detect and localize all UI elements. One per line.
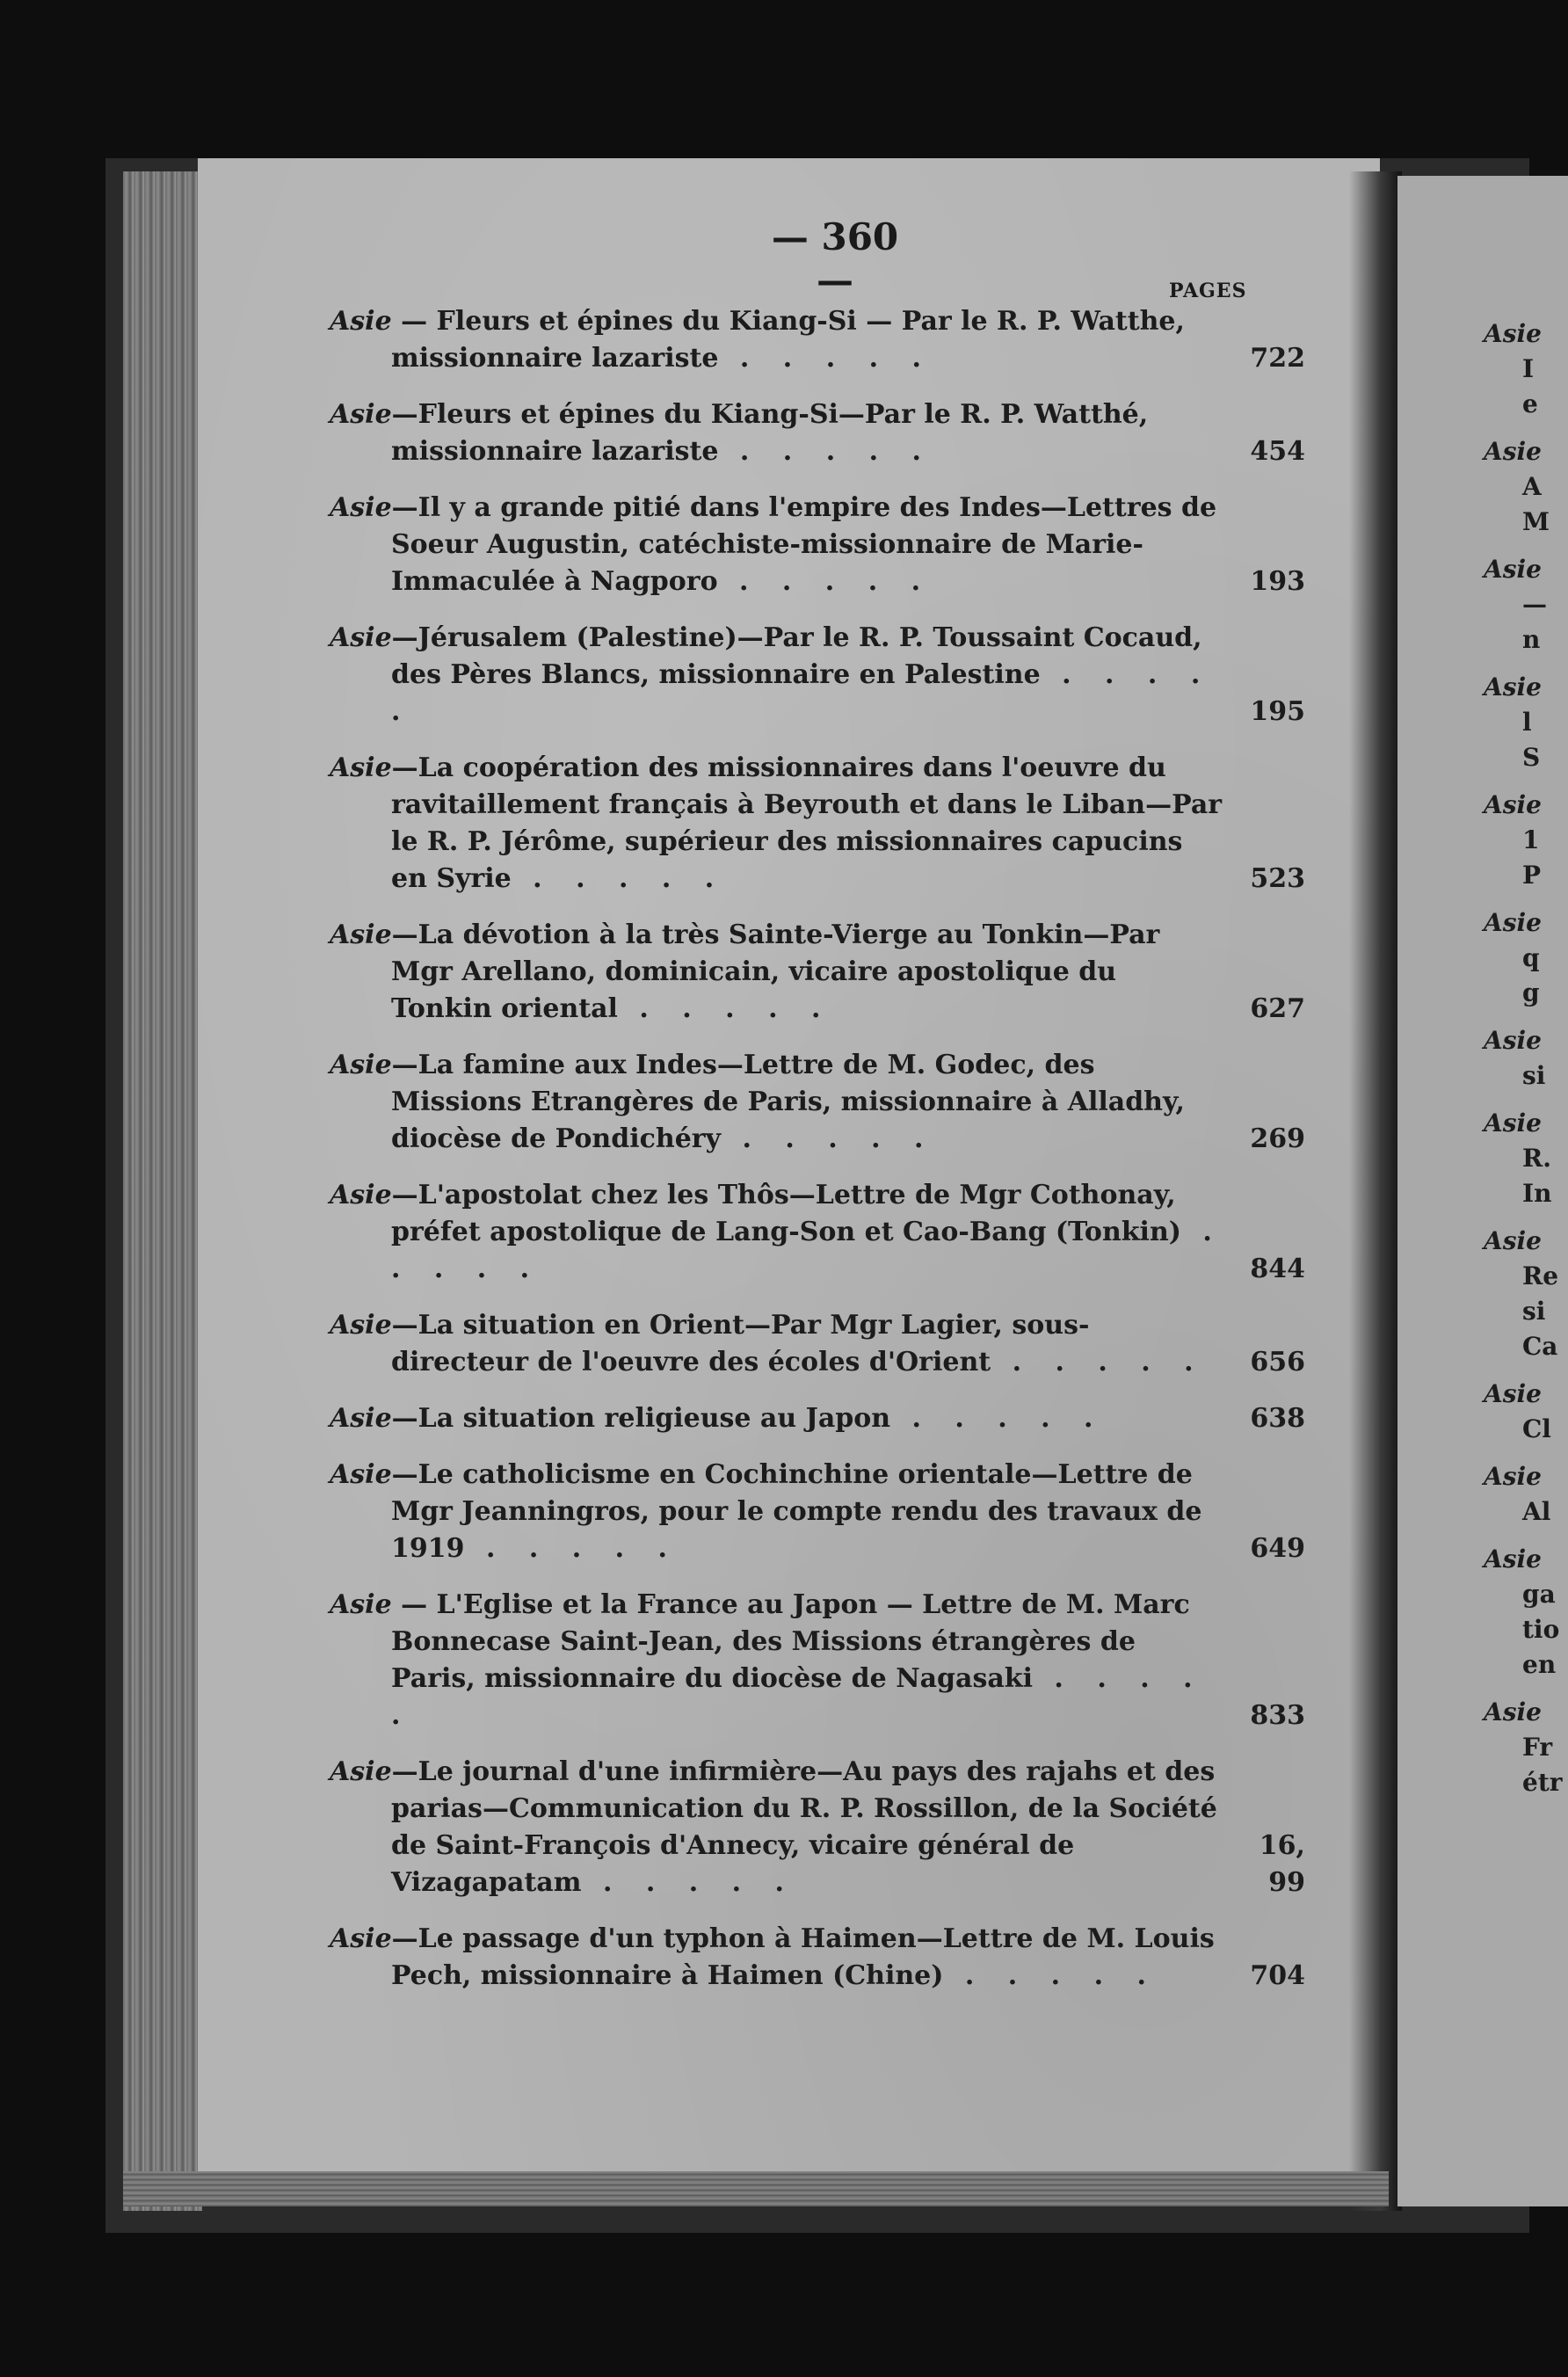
- fragment-line: Al: [1522, 1497, 1551, 1526]
- right-page-fragment: [1484, 1377, 1568, 1447]
- index-entry: [330, 1307, 1305, 1381]
- fragment-label: Asie: [1484, 1545, 1542, 1574]
- entry-title: —Le journal d'une infirmière—Au pays des rajahs et des parias—Communication du R. P. Rossillon, de la Société de Saint-François d'Annecy, vicaire général de Vizagapatam: [391, 1756, 1217, 1898]
- entry-title: —Le catholicisme en Cochinchine orientale—Lettre de Mgr Jeanningros, pour le compte rendu des travaux de 1919: [391, 1459, 1202, 1564]
- index-entry: [330, 1754, 1305, 1901]
- fragment-line: Ca: [1522, 1332, 1558, 1361]
- entry-region-label: Asie: [330, 622, 392, 653]
- right-page-fragment: [1484, 670, 1568, 775]
- fragment-label: Asie: [1484, 790, 1542, 819]
- index-entry: [330, 490, 1305, 600]
- leader-dots: . . . . .: [391, 659, 1213, 727]
- index-entry: [330, 620, 1305, 731]
- fragment-label: Asie: [1484, 1226, 1542, 1255]
- fragment-line: S: [1522, 743, 1541, 772]
- entry-page-number: 649: [1250, 1533, 1305, 1564]
- entry-title: —Il y a grande pitié dans l'empire des Indes—Lettres de Soeur Augustin, catéchiste-missionnaire de Marie-Immaculée à Nagporo: [391, 492, 1217, 597]
- fragment-label: Asie: [1484, 1462, 1542, 1491]
- right-page-fragment: [1484, 1106, 1568, 1211]
- fragment-line: g: [1522, 978, 1540, 1007]
- entry-region-label: Asie: [330, 399, 392, 430]
- entry-region-label: Asie: [330, 920, 392, 950]
- leader-dots: . . . . .: [617, 993, 833, 1024]
- leader-dots: . . . . .: [890, 1403, 1106, 1434]
- entry-title: — Fleurs et épines du Kiang-Si — Par le R. P. Watthe, missionnaire lazariste: [391, 306, 1185, 374]
- entry-title: —La situation religieuse au Japon: [391, 1403, 891, 1434]
- index-entry: [330, 1177, 1305, 1288]
- leader-dots: . . . . .: [511, 863, 727, 894]
- index-entry-list: [330, 303, 1305, 2014]
- right-page-fragment: [1484, 1224, 1568, 1364]
- entry-page-number: 704: [1250, 1960, 1305, 1991]
- fragment-line: —: [1522, 590, 1547, 619]
- entry-page-number: 269: [1250, 1123, 1305, 1154]
- fragment-line: si: [1522, 1061, 1546, 1090]
- fragment-label: Asie: [1484, 1109, 1542, 1138]
- entry-region-label: Asie: [330, 1180, 392, 1210]
- right-page-fragments: [1484, 316, 1568, 1813]
- entry-title: — L'Eglise et la France au Japon — Lettre de M. Marc Bonnecase Saint-Jean, des Missions étrangères de Paris, missionnaire du diocèse de Nagasaki: [391, 1589, 1190, 1694]
- fragment-line: M: [1522, 507, 1550, 536]
- entry-page-number: 16, 99: [1259, 1830, 1305, 1898]
- fragment-line: ga: [1522, 1580, 1556, 1609]
- book-gutter: [1349, 171, 1402, 2211]
- index-entry: [330, 917, 1305, 1028]
- fragment-label: Asie: [1484, 437, 1542, 466]
- page-edges: [123, 171, 202, 2211]
- fragment-line: A: [1522, 472, 1542, 501]
- fragment-line: si: [1522, 1297, 1546, 1326]
- fragment-label: Asie: [1484, 555, 1542, 584]
- entry-page-number: 627: [1250, 993, 1305, 1024]
- leader-dots: . . . . .: [718, 436, 933, 467]
- leader-dots: . . . . .: [717, 566, 933, 597]
- right-page-fragment: [1484, 788, 1568, 893]
- entry-page-number: 523: [1250, 863, 1305, 894]
- right-page-fragment: [1484, 1695, 1568, 1800]
- entry-title: —L'apostolat chez les Thôs—Lettre de Mgr Cothonay, préfet apostolique de Lang-Son et Cao-Bang (Tonkin): [391, 1180, 1181, 1247]
- entry-page-number: 638: [1250, 1403, 1305, 1434]
- right-page-fragment: [1484, 905, 1568, 1011]
- page-bottom-edge: [123, 2171, 1389, 2206]
- entry-page-number: 833: [1250, 1700, 1305, 1731]
- fragment-line: q: [1522, 943, 1540, 972]
- fragment-line: 1: [1522, 825, 1540, 854]
- right-page-fragment: [1484, 1023, 1568, 1094]
- entry-region-label: Asie: [330, 1403, 392, 1434]
- entry-region-label: Asie: [330, 1756, 392, 1787]
- entry-title: —La famine aux Indes—Lettre de M. Godec, des Missions Etrangères de Paris, missionnaire à Alladhy, diocèse de Pondichéry: [391, 1050, 1185, 1154]
- fragment-label: Asie: [1484, 672, 1542, 701]
- fragment-line: R.: [1522, 1144, 1552, 1173]
- right-page-fragment: [1484, 1542, 1568, 1683]
- entry-region-label: Asie: [330, 1923, 392, 1954]
- entry-title: —La situation en Orient—Par Mgr Lagier, sous-directeur de l'oeuvre des écoles d'Orient: [391, 1310, 1090, 1377]
- leader-dots: . . . . .: [464, 1533, 679, 1564]
- entry-title: —Le passage d'un typhon à Haimen—Lettre de M. Louis Pech, missionnaire à Haimen (Chine): [391, 1923, 1215, 1991]
- fragment-label: Asie: [1484, 908, 1542, 937]
- entry-title: —La coopération des missionnaires dans l'oeuvre du ravitaillement français à Beyrouth et dans le Liban—Par le R. P. Jérôme, supérieur des missionnaires capucins en Syrie: [391, 752, 1223, 894]
- index-entry: [330, 750, 1305, 898]
- fragment-label: Asie: [1484, 319, 1542, 348]
- entry-region-label: Asie: [330, 306, 392, 337]
- index-entry: [330, 396, 1305, 470]
- right-page-fragment: [1484, 552, 1568, 658]
- entry-page-number: 656: [1250, 1347, 1305, 1377]
- entry-page-number: 193: [1250, 566, 1305, 597]
- leader-dots: . . . . .: [391, 1217, 1224, 1284]
- fragment-line: In: [1522, 1179, 1552, 1208]
- entry-page-number: 722: [1250, 343, 1305, 374]
- index-entry: [330, 1587, 1305, 1734]
- leader-dots: . . . . .: [581, 1867, 796, 1898]
- index-entry: [330, 303, 1305, 377]
- fragment-line: étr: [1522, 1768, 1563, 1797]
- leader-dots: . . . . .: [391, 1663, 1205, 1731]
- entry-region-label: Asie: [330, 1459, 392, 1490]
- fragment-line: Cl: [1522, 1414, 1551, 1443]
- entry-page-number: 844: [1250, 1254, 1305, 1284]
- entry-region-label: Asie: [330, 1589, 392, 1620]
- fragment-line: e: [1522, 389, 1538, 418]
- leader-dots: . . . . .: [718, 343, 933, 374]
- fragment-line: I: [1522, 354, 1535, 383]
- fragment-line: P: [1522, 861, 1542, 890]
- entry-title: —La dévotion à la très Sainte-Vierge au Tonkin—Par Mgr Arellano, dominicain, vicaire apostolique du Tonkin oriental: [391, 920, 1160, 1024]
- entry-page-number: 195: [1250, 696, 1305, 727]
- leader-dots: . . . . .: [991, 1347, 1206, 1377]
- fragment-label: Asie: [1484, 1379, 1542, 1408]
- entry-region-label: Asie: [330, 1310, 392, 1341]
- fragment-label: Asie: [1484, 1026, 1542, 1055]
- fragment-line: l: [1522, 708, 1532, 737]
- index-entry: [330, 1047, 1305, 1158]
- fragment-line: n: [1522, 625, 1541, 654]
- entry-page-number: 454: [1250, 436, 1305, 467]
- right-page-fragment: [1484, 316, 1568, 422]
- fragment-line: tio: [1522, 1615, 1560, 1644]
- pages-column-heading: PAGES: [1169, 280, 1247, 302]
- right-page-fragment: [1484, 1459, 1568, 1530]
- entry-region-label: Asie: [330, 1050, 392, 1080]
- index-entry: [330, 1400, 1305, 1437]
- fragment-line: en: [1522, 1650, 1557, 1679]
- entry-title: —Jérusalem (Palestine)—Par le R. P. Toussaint Cocaud, des Pères Blancs, missionnaire en Palestine: [391, 622, 1202, 690]
- fragment-label: Asie: [1484, 1697, 1542, 1726]
- entry-title: —Fleurs et épines du Kiang-Si—Par le R. P. Watthé, missionnaire lazariste: [391, 399, 1149, 467]
- fragment-line: Fr: [1522, 1733, 1553, 1762]
- leader-dots: . . . . .: [943, 1960, 1158, 1991]
- leader-dots: . . . . .: [721, 1123, 936, 1154]
- entry-region-label: Asie: [330, 752, 392, 783]
- index-entry: [330, 1457, 1305, 1567]
- fragment-line: Re: [1522, 1261, 1559, 1290]
- page-number: — 360 —: [771, 215, 899, 302]
- right-page-fragment: [1484, 434, 1568, 540]
- index-entry: [330, 1921, 1305, 1995]
- entry-region-label: Asie: [330, 492, 392, 523]
